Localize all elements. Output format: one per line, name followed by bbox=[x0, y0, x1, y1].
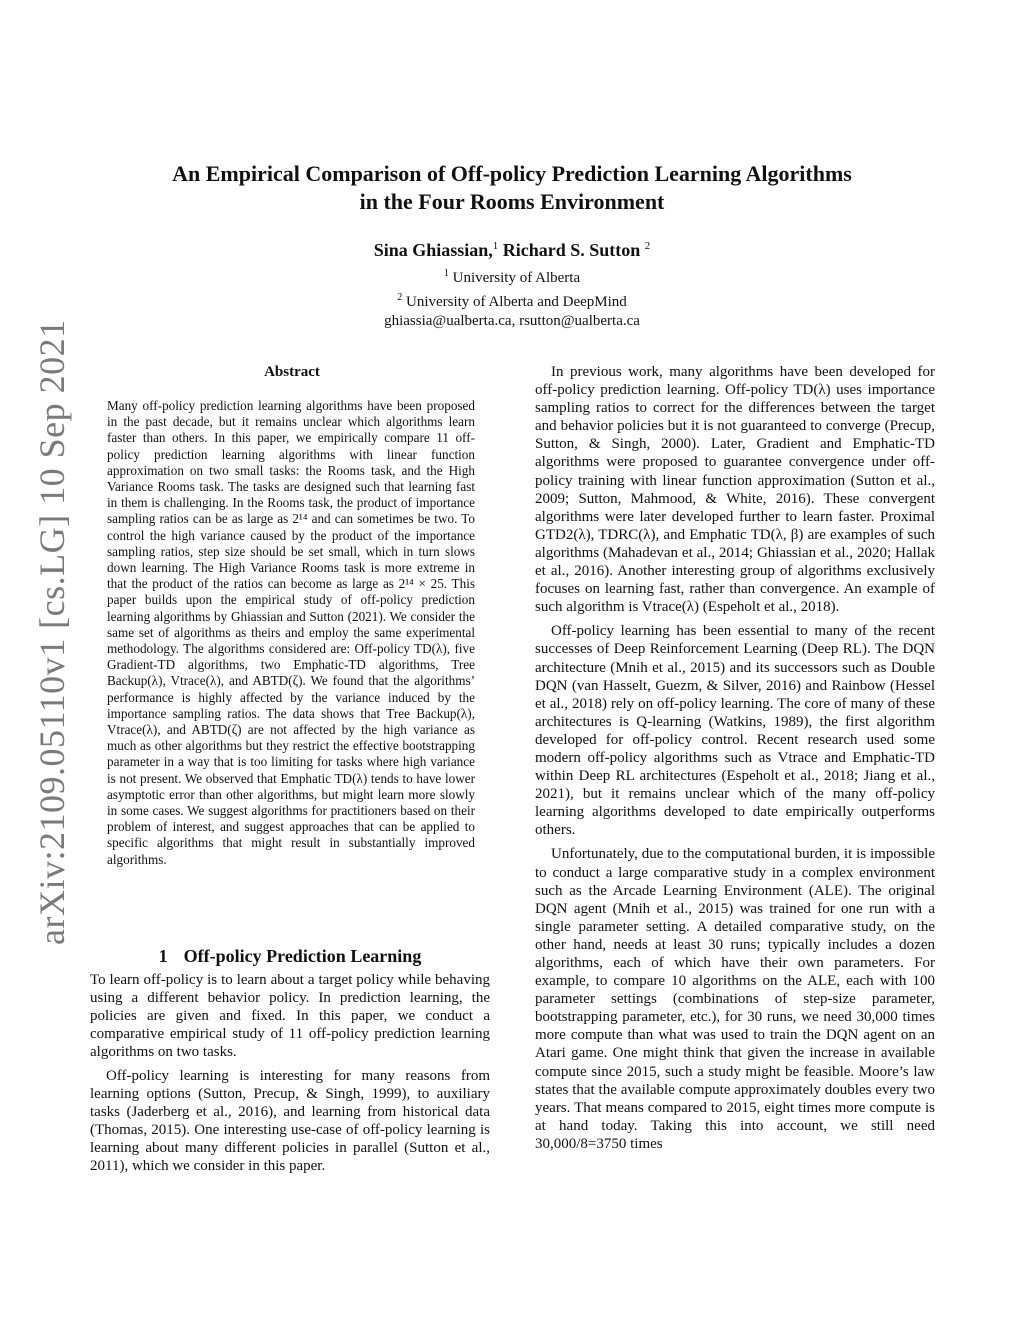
paper-title bbox=[0, 160, 1024, 216]
title-line-1: An Empirical Comparison of Off-policy Prediction Learning Algorithms bbox=[172, 161, 852, 186]
right-paragraph-2: Off-policy learning has been essential to many of the recent successes of Deep Reinforcement Learning (Deep RL). The DQN architecture (Mnih et al., 2015) and its successors such as Double DQN (van Hasselt, Guezm, & Silver, 2016) and Rainbow (Hessel et al., 2018) rely on off-policy learning. The core of many of these architectures is Q-learning (Watkins, 1989), the first algorithm developed for off-policy control. Recent research used some modern off-policy algorithms such as Vtrace and Emphatic-TD within Deep RL architectures (Espeholt et al., 2018; Jiang et al., 2021), but it remains unclear which of the many off-policy learning algorithms developed to date empirically outperforms others. bbox=[535, 623, 935, 839]
abstract-text: Many off-policy prediction learning algorithms have been proposed in the past decade, but it remains unclear which algorithms learn faster than others. In this paper, we empirically compare 11 off-policy prediction learning algorithms with linear function approximation on two small tasks: the Rooms task, and the High Variance Rooms task. The tasks are designed such that learning fast in them is challenging. In the Rooms task, the product of importance sampling ratios can be as large as 2¹⁴ and can sometimes be two. To control the high variance caused by the product of the importance sampling ratios, step size should be set small, which in turn slows down learning. The High Variance Rooms task is more extreme in that the product of the ratios can become as large as 2¹⁴ × 25. This paper builds upon the empirical study of off-policy prediction learning algorithms by Ghiassian and Sutton (2021). We consider the same set of algorithms as theirs and employ the same experimental methodology. The algorithms considered are: Off-policy TD(λ), five Gradient-TD algorithms, two Emphatic-TD algorithms, Tree Backup(λ), Vtrace(λ), and ABTD(ζ). We found that the algorithms’ performance is highly affected by the variance induced by the importance sampling ratios. The data shows that Tree Backup(λ), Vtrace(λ), and ABTD(ζ) are not affected by the high variance as much as other algorithms but they restrict the effective bootstrapping parameter in a way that is too limiting for tasks where high variance is not present. We observed that Emphatic TD(λ) tends to have lower asymptotic error than other algorithms, but might learn more slowly in some cases. We suggest algorithms for practitioners based on their problem of interest, and suggest approaches that can be applied to specific algorithms that might result in substantially improved algorithms. bbox=[107, 398, 475, 867]
affiliation-2-mark: 2 bbox=[397, 292, 403, 303]
section-1-paragraph-1: To learn off-policy is to learn about a target policy while behaving using a different behavior policy. In prediction learning, the policies are given and fixed. In this paper, we conduct a comparative empirical study of 11 off-policy prediction learning algorithms on two tasks. bbox=[90, 972, 490, 1060]
affiliation-2-text: University of Alberta and DeepMind bbox=[405, 294, 627, 310]
abstract-heading: Abstract bbox=[264, 364, 320, 380]
left-column-body bbox=[90, 971, 490, 1181]
right-column-body bbox=[535, 363, 935, 1159]
affiliation-1-text: University of Alberta bbox=[452, 270, 581, 286]
section-1-title: Off-policy Prediction Learning bbox=[183, 946, 422, 966]
author-emails: ghiassia@ualberta.ca, rsutton@ualberta.ca bbox=[384, 313, 640, 329]
author-1-name: Sina Ghiassian, bbox=[373, 240, 493, 260]
author-2-affil-mark: 2 bbox=[644, 240, 651, 252]
section-1-paragraph-2: Off-policy learning is interesting for many reasons from learning options (Sutton, Precup, & Singh, 1999), to auxiliary tasks (Jaderberg et al., 2016), and learning from historical data (Thomas, 2015). One interesting use-case of off-policy learning is learning about many different policies in parallel (Sutton et al., 2011), which we consider in this paper. bbox=[90, 1068, 490, 1174]
affiliations bbox=[0, 264, 1024, 331]
section-1-number: 1 bbox=[158, 946, 168, 966]
section-1-heading bbox=[90, 945, 490, 967]
author-list bbox=[0, 234, 1024, 262]
arxiv-stamp: arXiv:2109.05110v1 [cs.LG] 10 Sep 2021 bbox=[32, 319, 72, 945]
affiliation-1-mark: 1 bbox=[443, 268, 449, 279]
affiliation-1 bbox=[0, 264, 1024, 288]
title-line-2: in the Four Rooms Environment bbox=[359, 189, 665, 214]
right-paragraph-3: Unfortunately, due to the computational burden, it is impossible to conduct a large comparative study in a complex environment such as the Arcade Learning Environment (ALE). The original DQN agent (Mnih et al., 2015) was trained for one run with a single parameter setting. A detailed comparative study, on the other hand, needs at least 30 runs; typically includes a dozen algorithms, each of which have their own parameters. For example, to compare 10 algorithms on the ALE, each with 100 parameter settings (combinations of step-size parameter, bootstrapping parameter, etc.), for 30 runs, we need 30,000 times more compute than what was used to train the DQN agent on an Atari game. One might think that given the increase in available compute since 2015, such a study might be feasible. Moore’s law states that the available compute approximately doubles every two years. That means compared to 2015, eight times more compute is at hand today. Taking this into account, we still need 30,000/8=3750 times bbox=[535, 846, 935, 1152]
right-paragraph-1: In previous work, many algorithms have been developed for off-policy prediction learning. Off-policy TD(λ) uses importance sampling ratios to correct for the differences between the target and behavior policies but it is not guaranteed to converge (Precup, Sutton, & Singh, 2000). Later, Gradient and Emphatic-TD algorithms were proposed to guarantee convergence under off-policy training with linear function approximation (Sutton et al., 2009; Sutton, Mahmood, & White, 2016). These convergent algorithms were later developed further to learn faster. Proximal GTD2(λ), TDRC(λ), and Emphatic TD(λ, β) are examples of such algorithms (Mahadevan et al., 2014; Ghiassian et al., 2020; Hallak et al., 2016). Another interesting group of algorithms exclusively focuses on learning fast, rather than convergence. An example of such algorithm is Vtrace(λ) (Espeholt et al., 2018). bbox=[535, 364, 935, 616]
author-2-name: Richard S. Sutton bbox=[502, 240, 641, 260]
affiliation-2 bbox=[0, 288, 1024, 312]
author-1-affil-mark: 1 bbox=[492, 240, 499, 252]
